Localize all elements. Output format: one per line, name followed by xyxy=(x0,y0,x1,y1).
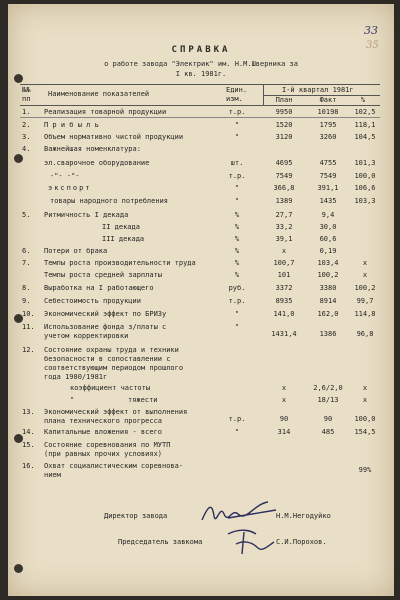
row-unit: % xyxy=(234,271,240,279)
chairman-signature xyxy=(222,524,282,560)
row-plan: 9950 xyxy=(275,108,293,116)
subtitle-line-1: о работе завода "Электрик" им. Н.М.Шверника за xyxy=(104,60,298,68)
row-pct: x xyxy=(362,384,368,392)
sub-row-name: " xyxy=(70,396,75,404)
row-name: Использование фонда з/платы с xyxy=(44,323,167,331)
row-num: 12. xyxy=(22,346,35,354)
row-plan: 27,7 xyxy=(275,211,293,219)
row-num: 7. xyxy=(22,259,31,267)
row-plan: 8935 xyxy=(275,297,293,305)
subtitle-line-2: I кв. 1981г. xyxy=(175,70,227,78)
row-name-cont: соответствующим периодом прошлого xyxy=(44,364,184,372)
row-pct: x xyxy=(362,271,368,279)
sub-row-name: товары народного потребления xyxy=(50,197,169,205)
row-fact: 18/13 xyxy=(317,396,339,404)
row-pct: 103,3 xyxy=(354,197,376,205)
row-plan: 366,8 xyxy=(273,184,295,192)
row-plan: 33,2 xyxy=(275,223,293,231)
row-name: Потери от брака xyxy=(44,247,108,255)
sub-row-name: -"- -"- xyxy=(50,172,80,180)
row-fact: 3260 xyxy=(319,133,337,141)
row-name: Объем нормативно чистой продукции xyxy=(44,133,184,141)
row-num: 9. xyxy=(22,297,31,305)
row-unit: " xyxy=(234,428,240,436)
row-plan: 141,0 xyxy=(273,310,295,318)
row-name: Выработка на I работающего xyxy=(44,284,154,292)
row-name: Охват социалистическим соревнова- xyxy=(44,462,184,470)
row-num: 10. xyxy=(22,310,35,318)
row-pct: 99% xyxy=(358,466,372,474)
row-plan: 3120 xyxy=(275,133,293,141)
row-unit: " xyxy=(234,197,240,205)
row-name-cont: учетом корректировки xyxy=(44,332,129,340)
header-fact: Факт xyxy=(319,96,337,104)
row-pct: x xyxy=(362,396,368,404)
row-num: 16. xyxy=(22,462,35,470)
document-title: СПРАВКА xyxy=(171,45,231,55)
row-unit: % xyxy=(234,247,240,255)
row-plan: 7549 xyxy=(275,172,293,180)
row-plan: 1431,4 xyxy=(271,330,297,338)
row-unit: т.р. xyxy=(228,172,246,180)
row-fact: 10198 xyxy=(317,108,339,116)
row-pct: 96,8 xyxy=(356,330,374,338)
header-indicator: Наименование показателей xyxy=(48,90,150,98)
row-name: Экономический эффект по БРИЗу xyxy=(44,310,167,318)
row-plan: x xyxy=(281,396,287,404)
row-unit: " xyxy=(234,184,240,192)
row-unit: шт. xyxy=(230,159,244,167)
row-num: 1. xyxy=(22,108,31,116)
row-num: 14. xyxy=(22,428,35,436)
row-num: 3. xyxy=(22,133,31,141)
row-plan: x xyxy=(281,247,287,255)
director-name: Н.М.Негодуйко xyxy=(276,512,331,520)
row-pct: x xyxy=(362,259,368,267)
row-name: Ритмичность I декада xyxy=(44,211,129,219)
row-num: 4. xyxy=(22,145,31,153)
row-fact: 7549 xyxy=(319,172,337,180)
row-fact: 162,0 xyxy=(317,310,339,318)
director-title: Директор завода xyxy=(104,512,168,520)
row-unit: руб. xyxy=(228,284,246,292)
sub-row-name: экспорт xyxy=(48,184,92,192)
row-name-cont: (при равных прочих условиях) xyxy=(44,450,163,458)
row-pct: 102,5 xyxy=(354,108,376,116)
row-unit: " xyxy=(234,121,240,129)
sub-row-name: эл.сварочное оборудование xyxy=(44,159,150,167)
row-name-cont: нием xyxy=(44,471,61,479)
row-pct: 118,1 xyxy=(354,121,376,129)
row-fact: 485 xyxy=(321,428,335,436)
sub-row-name: II декада xyxy=(102,223,140,231)
row-pct: 99,7 xyxy=(356,297,374,305)
row-fact: 4755 xyxy=(319,159,337,167)
row-plan: 1389 xyxy=(275,197,293,205)
row-fact: 1795 xyxy=(319,121,337,129)
row-num: 8. xyxy=(22,284,31,292)
row-unit: т.р. xyxy=(228,297,246,305)
document-page xyxy=(8,4,394,596)
row-name: Состояние соревнования по МУТП xyxy=(44,441,171,449)
row-name: Капитальные вложения - всего xyxy=(44,428,163,436)
row-fact: 1435 xyxy=(319,197,337,205)
chairman-title: Председатель завкома xyxy=(118,538,203,546)
row-pct: 100,2 xyxy=(354,284,376,292)
row-pct: 100,0 xyxy=(354,415,376,423)
row-unit: % xyxy=(234,235,240,243)
row-name: Темпы роста производительности труда xyxy=(44,259,196,267)
row-fact: 103,4 xyxy=(317,259,339,267)
row-num: 11. xyxy=(22,323,35,331)
page-number: 33 xyxy=(364,24,378,37)
row-fact: 90 xyxy=(323,415,333,423)
row-unit: % xyxy=(234,223,240,231)
row-fact: 1386 xyxy=(319,330,337,338)
sub-row-name: коэффициент частоты xyxy=(70,384,151,392)
chairman-name: С.И.Порохов. xyxy=(276,538,327,546)
row-fact: 0,19 xyxy=(319,247,337,255)
row-pct: 101,3 xyxy=(354,159,376,167)
row-fact: 2,6/2,0 xyxy=(313,384,343,392)
row-unit: " xyxy=(234,323,240,331)
row-pct: 104,5 xyxy=(354,133,376,141)
row-name: Экономический эффект от выполнения xyxy=(44,408,188,416)
row-num: 15. xyxy=(22,441,35,449)
row-fact: 30,0 xyxy=(319,223,337,231)
row-fact: 100,2 xyxy=(317,271,339,279)
row-name: Состояние охраны труда и техники xyxy=(44,346,179,354)
row-fact: 8914 xyxy=(319,297,337,305)
row-plan: x xyxy=(281,384,287,392)
header-period: I-й квартал 1981г xyxy=(282,86,354,94)
row-unit: т.р. xyxy=(228,415,246,423)
row-num: 6. xyxy=(22,247,31,255)
sub-row-name: тяжести xyxy=(128,396,158,404)
header-pp: пп xyxy=(22,95,31,103)
row-pct: 106,6 xyxy=(354,184,376,192)
header-no: №№ xyxy=(22,86,31,94)
row-plan: 90 xyxy=(279,415,289,423)
row-unit: % xyxy=(234,211,240,219)
row-plan: 314 xyxy=(277,428,291,436)
row-plan: 100,7 xyxy=(273,259,295,267)
row-plan: 101 xyxy=(277,271,291,279)
row-fact: 9,4 xyxy=(321,211,335,219)
row-name: Себестоимость продукции xyxy=(44,297,141,305)
row-name-cont: плана технического прогресса xyxy=(44,417,163,425)
row-pct: 154,5 xyxy=(354,428,376,436)
row-plan: 39,1 xyxy=(275,235,293,243)
header-unit-1: Един. xyxy=(226,86,248,94)
row-plan: 3372 xyxy=(275,284,293,292)
row-name-cont: года 1980/1981г xyxy=(44,373,108,381)
row-name: Реализация товарной продукции xyxy=(44,108,167,116)
row-name: П р и б ы л ь xyxy=(44,121,99,129)
row-num: 13. xyxy=(22,408,35,416)
sub-row-name: III декада xyxy=(102,235,145,243)
row-unit: " xyxy=(234,133,240,141)
row-fact: 3380 xyxy=(319,284,337,292)
row-unit: % xyxy=(234,259,240,267)
row-plan: 4695 xyxy=(275,159,293,167)
row-unit: " xyxy=(234,310,240,318)
row-name-cont: безопасности в сопоставлении с xyxy=(44,355,171,363)
sub-row-name: Темпы роста средней зарплаты xyxy=(44,271,163,279)
row-pct: 114,8 xyxy=(354,310,376,318)
row-plan: 1520 xyxy=(275,121,293,129)
row-pct: 100,0 xyxy=(354,172,376,180)
row-num: 5. xyxy=(22,211,31,219)
row-name: Важнейшая номенклатура: xyxy=(44,145,141,153)
row-num: 2. xyxy=(22,121,31,129)
row-unit: т.р. xyxy=(228,108,246,116)
row-fact: 391,1 xyxy=(317,184,339,192)
page-number-old: 35 xyxy=(366,40,379,51)
header-plan: План xyxy=(275,96,293,104)
header-pct: % xyxy=(360,96,366,104)
header-unit-2: изм. xyxy=(226,95,243,103)
row-fact: 60,6 xyxy=(319,235,337,243)
